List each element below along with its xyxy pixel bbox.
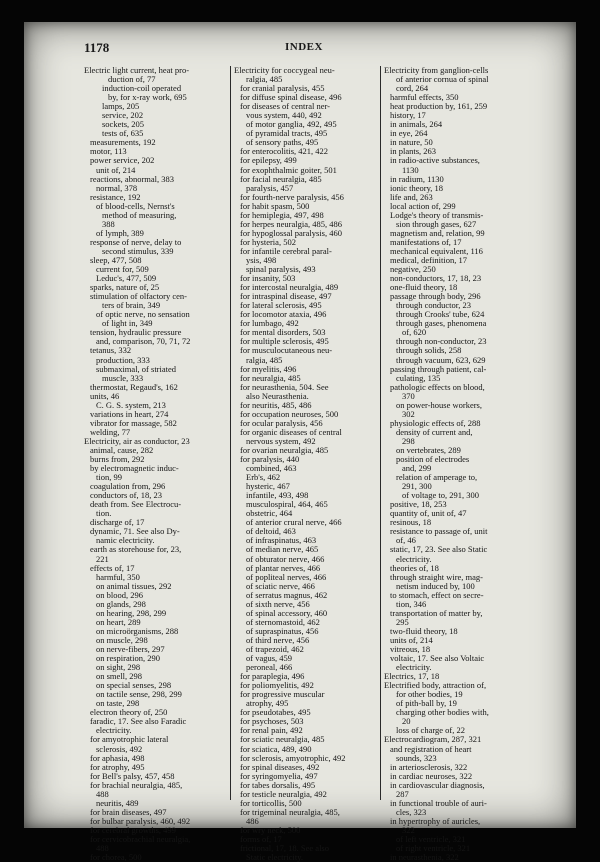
index-entry-line: 488 [96,843,109,854]
index-entry-line: and, comparison, 70, 71, 72 [96,336,191,347]
index-entry-line: of anterior crural nerve, 466 [246,517,342,528]
index-entry-line: for atrophy, 495 [90,761,145,772]
index-entry-line: unit of, 214 [96,164,136,175]
index-entry-line: electricity. [396,662,432,673]
index-entry-line: sclerosis, 492 [96,743,143,754]
index-entry-line: for cerebral growths, 499 [90,824,176,835]
index-entry-line: peroneal, 466 [246,662,293,673]
index-entry-line: 486 [246,815,259,826]
index-entry-line: Static electricity. [246,852,304,862]
index-entry-line: on respiration, 290 [96,653,160,664]
index-entry-line: of spinal accessory, 460 [246,607,328,618]
index-entry-line: neuritis, 489 [96,797,139,808]
column-rule [230,66,231,800]
index-entry-line: in cardiovascular diagnosis, [390,779,485,790]
index-entry-line: units of, 214 [390,634,433,645]
index-entry-line: production, 333 [96,354,150,365]
index-entry-line: ralgia, 485 [246,74,283,85]
index-entry-line: of, 46 [396,535,416,546]
index-entry-line: 488 [96,788,109,799]
index-entry-line: units, 46 [90,390,120,401]
index-entry-line: for chorea, 500 [90,852,142,862]
index-entry-line: of third nerve, 456 [246,634,310,645]
index-entry-line: 302 [402,408,415,419]
index-entry-line: for musculocutaneous neu- [240,345,333,356]
index-entry-line: for hemiplegia, 497, 498 [240,209,324,220]
index-entry-line: heat production by, 161, 259 [390,101,488,112]
index-entry-line: Electricity, air as conductor, 23 [84,435,190,446]
index-entry-line: of deltoid, 463 [246,526,296,537]
index-entry-line: coagulation from, 296 [90,481,166,492]
index-entry-line: in eye, 264 [390,128,428,139]
index-entry-line: for epilepsy, 499 [240,155,297,166]
index-entry-line: on sight, 298 [96,662,141,673]
index-entry-line: for testicle neuralgia, 492 [240,788,327,799]
index-entry-line: mechanical equivalent, 116 [390,245,483,256]
index-entry-line: on hearing, 298, 299 [96,607,167,618]
index-entry-line: in animals, 264 [390,119,443,130]
index-entry-line: normal, 378 [96,182,138,193]
index-entry-line: for enterocolitis, 421, 422 [240,146,329,157]
index-entry-line: for infantile cerebral paral- [240,245,332,256]
index-entry-line: 298 [402,435,415,446]
index-entry-line: for exophthalmic goiter, 501 [240,164,337,175]
index-entry-line: musculospiral, 464, 465 [246,499,328,510]
index-entry-line: of, 620 [402,327,427,338]
index-entry-line: 322 [402,824,415,835]
index-entry-line: for sciatic neuralgia, 485 [240,734,325,745]
index-entry-line: by, for x-ray work, 695 [108,92,187,103]
index-entry-line: method of measuring, [102,209,177,220]
index-entry-line: Electrics, 17, 18 [384,671,440,682]
index-entry-line: animal, cause, 282 [90,444,154,455]
index-entry-line: harmful effects, 350 [390,92,459,103]
index-entry-line: tion, 99 [96,472,122,483]
index-entry-line: density of current and, [396,426,473,437]
index-entry-line: for sclerosis, amyotrophic, 492 [240,752,346,763]
index-entry-line: of voltage to, 291, 300 [402,490,479,501]
index-entry-line: 370 [402,390,415,401]
index-entry-line: on special senses, 298 [96,680,172,691]
index-entry-line: for spinal diseases, 492 [240,761,320,772]
index-entry-line: in functional trouble of auri- [390,797,487,808]
index-entry-line: second stimulus, 339 [102,245,174,256]
index-entry-line: through solids, 258 [396,345,462,356]
index-entry-line: submaximal, of striated [96,363,177,374]
index-entry-line: of infraspinatus, 463 [246,535,317,546]
index-entry-line: in plants, 263 [390,146,437,157]
index-entry-line: for neurasthenia, 504. See [240,381,329,392]
index-entry-line: 1130 [402,164,419,175]
index-entry-line: and, 299 [402,463,432,474]
index-entry-line: for neuritis, 485, 486 [240,399,312,410]
index-entry-line: static, 17, 23. See also Static [390,544,488,555]
index-entry-line: for facial neuralgia, 485 [240,173,322,184]
index-entry-line: sparks, nature of, 25 [90,282,160,293]
index-entry-line: conductors of, 18, 23 [90,490,163,501]
index-entry-line: of light in, 349 [102,318,153,329]
index-entry-line: for wry neck, 500 [240,824,301,835]
index-entry-line: measurements, 192 [90,137,156,148]
index-entry-line: voltaic, 17. See also Voltaic [390,653,485,664]
index-entry-line: for other bodies, 19 [396,689,463,700]
index-entry-line: 287 [396,788,409,799]
index-entry-line: of popliteal nerves, 466 [246,571,327,582]
index-entry-line: faradic, 17. See also Faradic [90,716,187,727]
index-entry-line: culating, 135 [396,372,441,383]
index-entry-line: of sciatic nerve, 466 [246,580,315,591]
index-entry-line: for cervicobrachial neuralgia, [90,833,191,844]
index-entry-line: cles, 323 [396,806,427,817]
index-entry-line: for myelitis, 496 [240,363,297,374]
index-entry-line: for diffuse spinal disease, 496 [240,92,342,103]
index-column-3 [384,65,526,862]
index-entry-line: non-conductors, 17, 18, 23 [390,273,482,284]
index-entry-line: for sciatica, 489, 490 [240,743,312,754]
index-entry-line: dynamic, 71. See also Dy- [90,526,180,537]
index-entry-line: for lateral sclerosis, 495 [240,300,322,311]
index-entry-line: of supraspinatus, 456 [246,625,319,636]
index-entry-line: through Crooks' tube, 624 [396,309,485,320]
index-entry-line: for syringomyelia, 497 [240,770,318,781]
index-entry-line: for poliomyelitis, 492 [240,680,314,691]
page-header [84,40,524,56]
index-entry-line: transportation of matter by, [390,607,483,618]
index-entry-line: one-fluid theory, 18 [390,282,458,293]
index-entry-line: of left ventricle, 321 [396,833,466,844]
index-entry-line: 221 [96,553,109,564]
index-entry-line: of trapezoid, 462 [246,644,304,654]
index-entry-line: on nerve-fibers, 297 [96,644,165,654]
index-entry-line: Electricity for coccygeal neu- [234,65,335,75]
index-column-2 [234,65,376,862]
index-entry-line: reactions, abnormal, 383 [90,173,175,184]
index-entry-line: for herpes neuralgia, 485, 486 [240,218,342,229]
index-entry-line: on blood, 296 [96,589,143,600]
index-entry-line: tension, hydraulic pressure [90,327,182,338]
index-entry-line: of lymph, 389 [96,227,144,238]
index-entry-line: for lumbago, 492 [240,318,299,329]
index-entry-line: on tactile sense, 298, 299 [96,689,182,700]
index-entry-line: for amyotrophic lateral [90,734,169,745]
index-entry-line: for brachial neuralgia, 485, [90,779,183,790]
index-entry-line: welding, 77 [90,426,131,437]
index-entry-line: for organic diseases of central [240,426,342,437]
page-number: 1178 [84,40,110,55]
index-entry-line: 295 [396,616,409,627]
index-entry-line: for bulbar paralysis, 460, 492 [90,815,191,826]
index-entry-line: ralgia, 485 [246,354,283,365]
index-entry-line: discharge of, 17 [90,517,145,528]
index-entry-line: for ocular paralysis, 456 [240,417,323,428]
index-entry-line: sion through gases, 627 [396,218,477,229]
index-entry-line: in nature, 50 [390,137,433,148]
index-entry-line: namic electricity. [96,535,155,546]
index-entry-line: theories of, 18 [390,562,439,573]
index-entry-line: in radio-active substances, [390,155,480,166]
index-entry-line: for diseases of central ner- [240,101,330,112]
index-entry-line: for aphasia, 498 [90,752,145,763]
index-entry-line: for locomotor ataxia, 496 [240,309,327,320]
index-entry-line: Electric light current, heat pro- [84,65,190,75]
index-entry-line: negative, 250 [390,264,436,275]
index-entry-line: forms of, 17 [240,833,282,844]
index-entry-line: positive, 18, 253 [390,499,447,510]
index-entry-line: for neuralgia, 485 [240,372,301,383]
index-entry-line: passing through patient, cal- [390,363,487,374]
index-entry-line: on taste, 298 [96,698,140,709]
index-entry-line: medical, definition, 17 [390,254,467,265]
index-page [24,22,576,862]
index-entry-line: current for, 509 [96,264,149,275]
index-entry-line: in hypertrophy of auricles, [390,815,481,826]
index-entry-line: 20 [402,716,411,727]
index-entry-line: tion, 346 [396,598,427,609]
index-entry-line: induction-coil operated [102,83,182,94]
index-entry-line: through gases, phenomena [396,318,487,329]
index-entry-line: Lodge's theory of transmis- [390,209,484,220]
index-entry-line: Electricity from ganglion-cells [384,65,489,75]
index-entry-line: and registration of heart [390,743,472,754]
index-entry-line: vous system, 440, 492 [246,110,322,121]
index-entry-line: Electrocardiogram, 287, 321 [384,734,482,745]
index-entry-line: ysis, 498 [246,254,277,265]
index-entry-line: manifestations of, 17 [390,236,462,247]
index-entry-line: resistance, 192 [90,191,141,202]
index-entry-line: earth as storehouse for, 23, [90,544,182,555]
index-entry-line: of anterior cornua of spinal [396,74,489,85]
index-entry-line: paralysis, 457 [246,182,294,193]
index-entry-line: for ovarian neuralgia, 485 [240,444,329,455]
index-entry-line: for cranial paralysis, 455 [240,83,325,94]
index-entry-line: for intraspinal disease, 497 [240,291,332,302]
index-entry-line: sounds, 323 [396,752,437,763]
index-entry-line: to stomach, effect on secre- [390,589,484,600]
index-entry-line: motor, 113 [90,146,127,157]
index-entry-line: of sixth nerve, 456 [246,598,310,609]
index-entry-line: life and, 263 [390,191,433,202]
index-entry-line: for progressive muscular [240,689,325,700]
index-entry-line: for mental disorders, 503 [240,327,326,338]
index-entry-line: of right ventricle, 321 [396,843,471,854]
index-entry-line: for occupation neuroses, 500 [240,408,339,419]
index-entry-line: loss of charge of, 22 [396,725,466,736]
index-entry-line: of pith-ball by, 19 [396,698,457,709]
index-entry-line: for torticollis, 500 [240,797,302,808]
index-entry-line: duction of, 77 [108,74,156,85]
index-entry-line: in arteriosclerosis, 322 [390,761,468,772]
index-entry-line: of motor ganglia, 492, 495 [246,119,337,130]
index-entry-line: through conductor, 23 [396,300,471,311]
index-entry-line: for paraplegia, 496 [240,671,305,682]
index-entry-line: of sternomastoid, 462 [246,616,320,627]
index-entry-line: effects of, 17 [90,562,135,573]
index-entry-line: of serratus magnus, 462 [246,589,328,600]
index-entry-line: relation of amperage to, [396,472,478,483]
index-entry-line: of vagus, 459 [246,653,293,664]
index-entry-line: burns from, 292 [90,454,145,465]
index-entry-line: on vertebrates, 289 [396,444,461,455]
index-entry-line: local action of, 299 [390,200,456,211]
index-entry-line: of obturator nerve, 466 [246,553,325,564]
index-entry-line: death from. See Electrocu- [90,499,182,510]
index-column-1 [84,65,226,862]
index-entry-line: on muscle, 298 [96,634,148,645]
index-entry-line: two-fluid theory, 18 [390,625,458,636]
index-entry-line: for Bell's palsy, 457, 458 [90,770,175,781]
index-entry-line: position of electrodes [396,454,470,465]
index-entry-line: frictional, 17, 18. See also [240,843,329,854]
index-entry-line: of blood-cells, Nernst's [96,200,175,211]
index-entry-line: through straight wire, mag- [390,571,484,582]
index-entry-line: harmful, 350 [96,571,140,582]
index-entry-line: for multiple sclerosis, 495 [240,336,329,347]
index-entry-line: pathologic effects on blood, [390,381,485,392]
index-entry-line: for insanity, 503 [240,273,296,284]
index-entry-line: resinous, 18 [390,517,432,528]
index-entry-line: stimulation of olfactory cen- [90,291,188,302]
index-entry-line: charging other bodies with, [396,707,489,718]
index-entry-line: ters of brain, 349 [102,300,161,311]
index-entry-line: Electrified body, attraction of, [384,680,487,691]
index-entry-line: lamps, 205 [102,101,140,112]
index-entry-line: through non-conductor, 23 [396,336,487,347]
index-entry-line: for intercostal neuralgia, 489 [240,282,339,293]
index-entry-line: variations in heart, 274 [90,408,169,419]
index-entry-line: on glands, 298 [96,598,146,609]
index-entry-line: for pseudotabes, 495 [240,707,311,718]
index-entry-line: Leduc's, 477, 509 [96,273,157,284]
index-entry-line: of pyramidal tracts, 495 [246,128,328,139]
index-entry-line: service, 202 [102,110,144,121]
index-entry-line: through vacuum, 623, 629 [396,354,486,365]
index-entry-line: for renal pain, 492 [240,725,303,736]
index-entry-line: hysteric, 467 [246,481,290,492]
index-entry-line: infantile, 493, 498 [246,490,309,501]
index-entry-line: quantity of, unit of, 47 [390,508,467,519]
index-entry-line: of optic nerve, no sensation [96,309,190,320]
index-entry-line: electron theory of, 250 [90,707,168,718]
index-entry-line: tests of, 635 [102,128,144,139]
index-entry-line: for tabes dorsalis, 495 [240,779,316,790]
index-entry-line: power service, 202 [90,155,155,166]
index-entry-line: on heart, 289 [96,616,141,627]
index-entry-line: for brain diseases, 497 [90,806,167,817]
page-title: INDEX [285,41,323,53]
index-entry-line: in radium, 1130 [390,173,444,184]
index-entry-line: obstetric, 464 [246,508,293,519]
index-entry-line: nervous system, 492 [246,435,316,446]
index-entry-line: for habit spasm, 500 [240,200,310,211]
index-entry-line: on power-house workers, [396,399,482,410]
index-entry-line: electricity. [96,725,132,736]
index-entry-line: sockets, 205 [102,119,145,130]
index-entry-line: 291, 300 [402,481,432,492]
index-entry-line: spinal paralysis, 493 [246,264,316,275]
index-entry-line: C. G. S. system, 213 [96,399,166,410]
index-entry-line: cord, 264 [396,83,429,94]
index-columns [84,65,524,862]
index-entry-line: on animal tissues, 292 [96,580,172,591]
index-entry-line: of plantar nerves, 466 [246,562,321,573]
index-entry-line: sleep, 477, 508 [90,254,142,265]
index-entry-line: 388 [102,218,115,229]
index-entry-line: Erb's, 462 [246,472,281,483]
index-entry-line: muscle, 333 [102,372,144,383]
index-entry-line: for fourth-nerve paralysis, 456 [240,191,344,202]
index-entry-line: thermostat, Regaud's, 162 [90,381,178,392]
index-entry-line: tetanus, 332 [90,345,132,356]
index-entry-line: by electromagnetic induc- [90,463,179,474]
index-entry-line: of median nerve, 465 [246,544,319,555]
index-entry-line: in neurasthenia, 322 [390,852,459,862]
index-entry-line: combined, 463 [246,463,297,474]
index-entry-line: response of nerve, delay to [90,236,182,247]
index-entry-line: netism induced by, 100 [396,580,475,591]
index-entry-line: for trigeminal neuralgia, 485, [240,806,340,817]
index-entry-line: magnetism and, relation, 99 [390,227,485,238]
index-entry-line: for psychoses, 503 [240,716,304,727]
column-rule [380,66,381,800]
index-entry-line: vitreous, 18 [390,644,431,654]
index-entry-line: also Neurasthenia. [246,390,309,401]
index-entry-line: of sensory paths, 495 [246,137,319,148]
index-entry-line: on smell, 298 [96,671,143,682]
index-entry-line: physiologic effects of, 288 [390,417,481,428]
index-entry-line: history, 17 [390,110,426,121]
index-entry-line: resistance to passage of, unit [390,526,488,537]
index-entry-line: in cardiac neuroses, 322 [390,770,473,781]
index-entry-line: for hysteria, 502 [240,236,296,247]
index-entry-line: passage through body, 296 [390,291,481,302]
index-entry-line: ionic theory, 18 [390,182,444,193]
index-entry-line: tion. [96,508,112,519]
index-entry-line: for paralysis, 440 [240,454,300,465]
index-entry-line: vibrator for massage, 582 [90,417,177,428]
index-entry-line: atrophy, 495 [246,698,289,709]
index-entry-line: for hypoglossal paralysis, 460 [240,227,342,238]
index-entry-line: on microörganisms, 288 [96,625,179,636]
index-entry-line: electricity. [396,553,432,564]
